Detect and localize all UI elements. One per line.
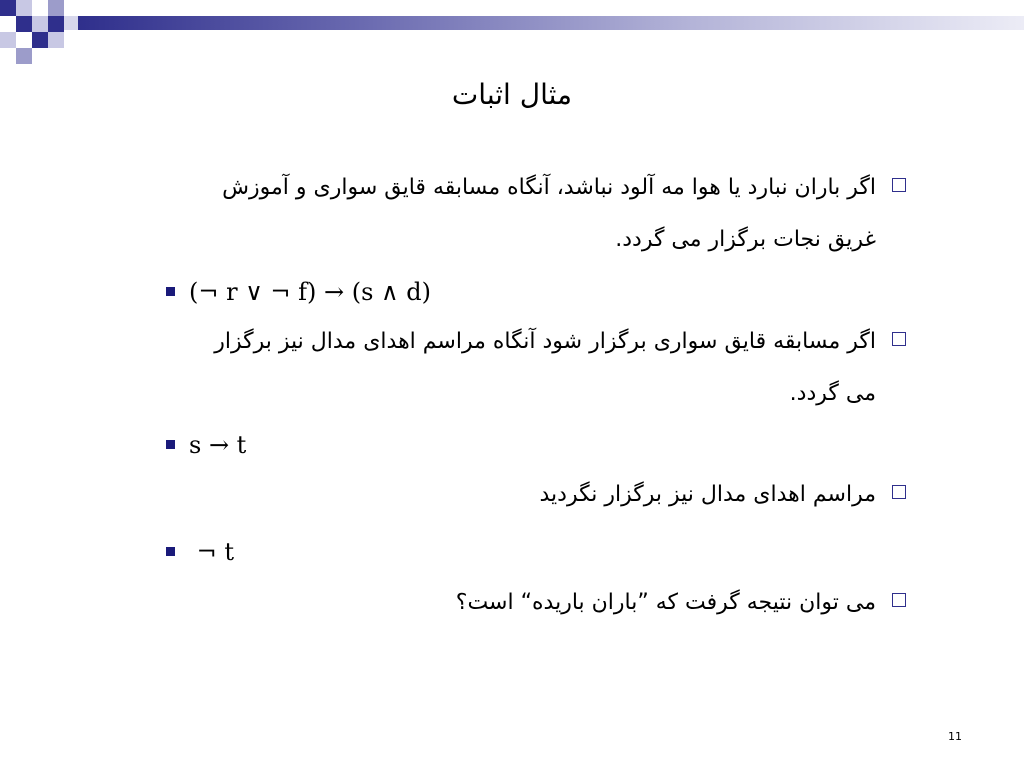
formula-2 xyxy=(166,430,246,460)
decorative-square xyxy=(32,16,48,32)
square-bullet-icon xyxy=(166,547,175,556)
square-bullet-icon xyxy=(166,440,175,449)
statement-2-line-1: اگر مسابقه قایق سواری برگزار شود آنگاه مراسم اهدای مدال نیز برگزار xyxy=(214,329,876,354)
header-gradient-bar xyxy=(78,16,1024,30)
statement-3-line-1: مراسم اهدای مدال نیز برگزار نگردید xyxy=(539,482,876,507)
decorative-square xyxy=(16,48,32,64)
decorative-square xyxy=(0,0,16,16)
hollow-square-icon xyxy=(892,485,906,499)
hollow-square-icon xyxy=(892,593,906,607)
decorative-square xyxy=(16,0,32,16)
statement-4 xyxy=(76,577,876,629)
hollow-square-icon xyxy=(892,332,906,346)
statement-3 xyxy=(76,469,876,521)
decorative-square xyxy=(32,0,48,16)
decorative-square xyxy=(48,32,64,48)
statement-1-line-2: غریق نجات برگزار می گردد. xyxy=(615,227,876,252)
statement-4-line-1: می توان نتیجه گرفت که ”باران باریده“ است؟ xyxy=(455,590,876,615)
decorative-square xyxy=(16,16,32,32)
decorative-square xyxy=(32,48,48,64)
slide-title: مثال اثبات xyxy=(451,78,573,111)
hollow-square-icon xyxy=(892,178,906,192)
decorative-square xyxy=(0,16,16,32)
formula-3 xyxy=(166,537,234,567)
page-number: 11 xyxy=(948,730,962,743)
decorative-square xyxy=(64,16,78,30)
statement-1 xyxy=(76,162,876,266)
decorative-square xyxy=(48,0,64,16)
decorative-square xyxy=(48,16,64,32)
decorative-square xyxy=(0,32,16,48)
formula-1 xyxy=(166,277,431,307)
formula-3-text: ¬ t xyxy=(189,538,235,566)
formula-1-text: (¬ r ∨ ¬ f) → (s ∧ d) xyxy=(189,278,431,306)
formula-2-text: s → t xyxy=(189,431,247,459)
statement-1-line-1: اگر باران نبارد یا هوا مه آلود نباشد، آنگاه مسابقه قایق سواری و آموزش xyxy=(222,175,876,200)
statement-2 xyxy=(76,316,876,420)
square-bullet-icon xyxy=(166,287,175,296)
decorative-square xyxy=(32,32,48,48)
statement-2-line-2: می گردد. xyxy=(789,381,876,406)
